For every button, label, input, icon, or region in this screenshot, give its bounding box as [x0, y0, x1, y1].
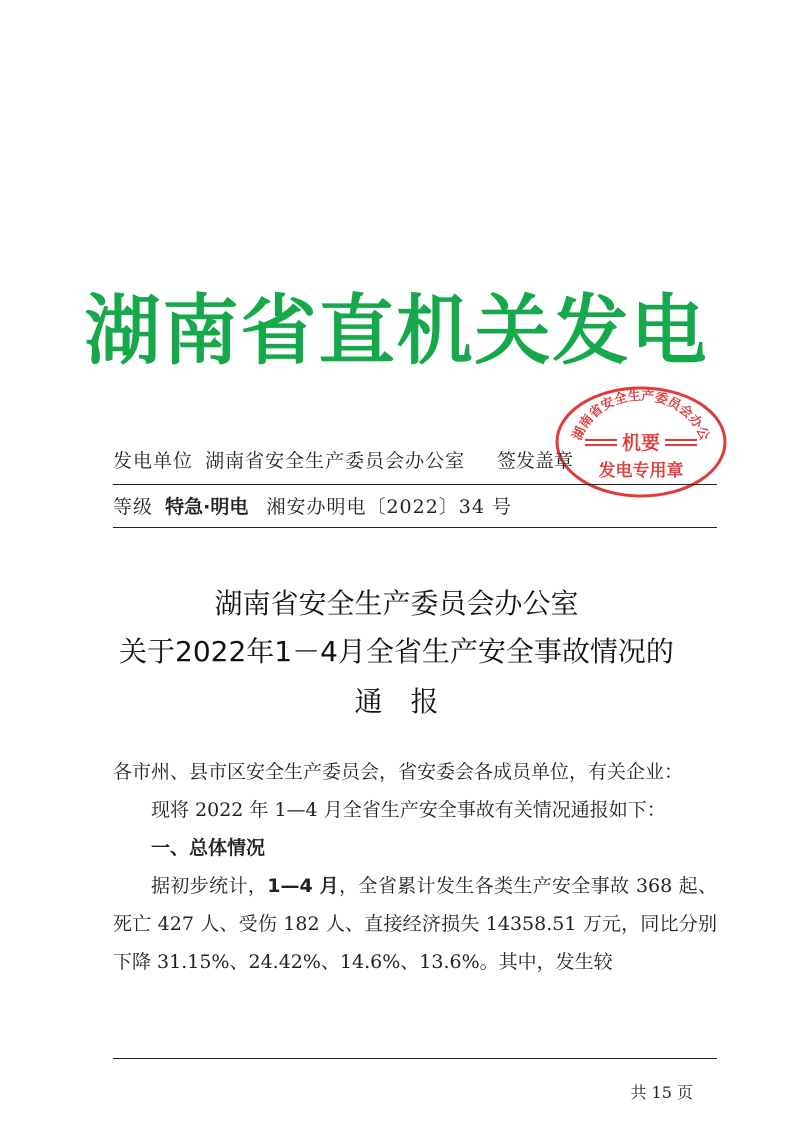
summary-text: ，全省累计发生各类生产安全事故 368 起、死亡 427 人、受伤 182 人、直接经济损失 14358.51 万元，同比分别下降 31.15%、24.42%、14.6%、13.6%。其中，发生较 — [113, 875, 717, 973]
header-title: 湖南省直机关发电 — [84, 286, 709, 375]
doc-title-line2: 关于2022年1－4月全省生产安全事故情况的 — [119, 635, 674, 668]
summary-paragraph — [113, 867, 717, 981]
doc-body — [113, 753, 717, 981]
official-seal — [553, 380, 729, 498]
intro-paragraph: 现将 2022 年 1—4 月全省生产安全事故有关情况通报如下： — [151, 799, 666, 821]
level-value: 特急·明电 — [165, 496, 249, 518]
unit-value: 湖南省安全生产委员会办公室 — [205, 450, 466, 472]
unit-label: 发电单位 — [113, 450, 194, 472]
seal-center-text: 机要 — [621, 432, 661, 454]
section-heading: 一、总体情况 — [151, 837, 266, 859]
footer-divider — [113, 1058, 717, 1059]
page-count: 共 15 页 — [630, 1083, 693, 1102]
summary-period: 1—4 月 — [267, 875, 340, 897]
doc-title-line1: 湖南省安全生产委员会办公室 — [214, 587, 579, 620]
summary-lead: 据初步统计， — [151, 875, 268, 897]
seal-arc-text: 湖南省安全生产委员会办公 — [570, 388, 712, 443]
doc-title-line3: 通 报 — [354, 685, 439, 718]
divider-top — [113, 484, 717, 485]
doc-number: 湘安办明电〔2022〕34 号 — [266, 496, 513, 518]
unit-row — [113, 446, 465, 473]
level-label: 等级 — [113, 496, 154, 518]
sign-label: 签发盖章 — [497, 450, 574, 472]
seal-bottom-text: 发电专用章 — [598, 461, 684, 481]
salutation: 各市州、县市区安全生产委员会，省安委会各成员单位，有关企业： — [113, 761, 684, 783]
level-row — [113, 492, 512, 519]
divider-bottom — [113, 527, 717, 528]
